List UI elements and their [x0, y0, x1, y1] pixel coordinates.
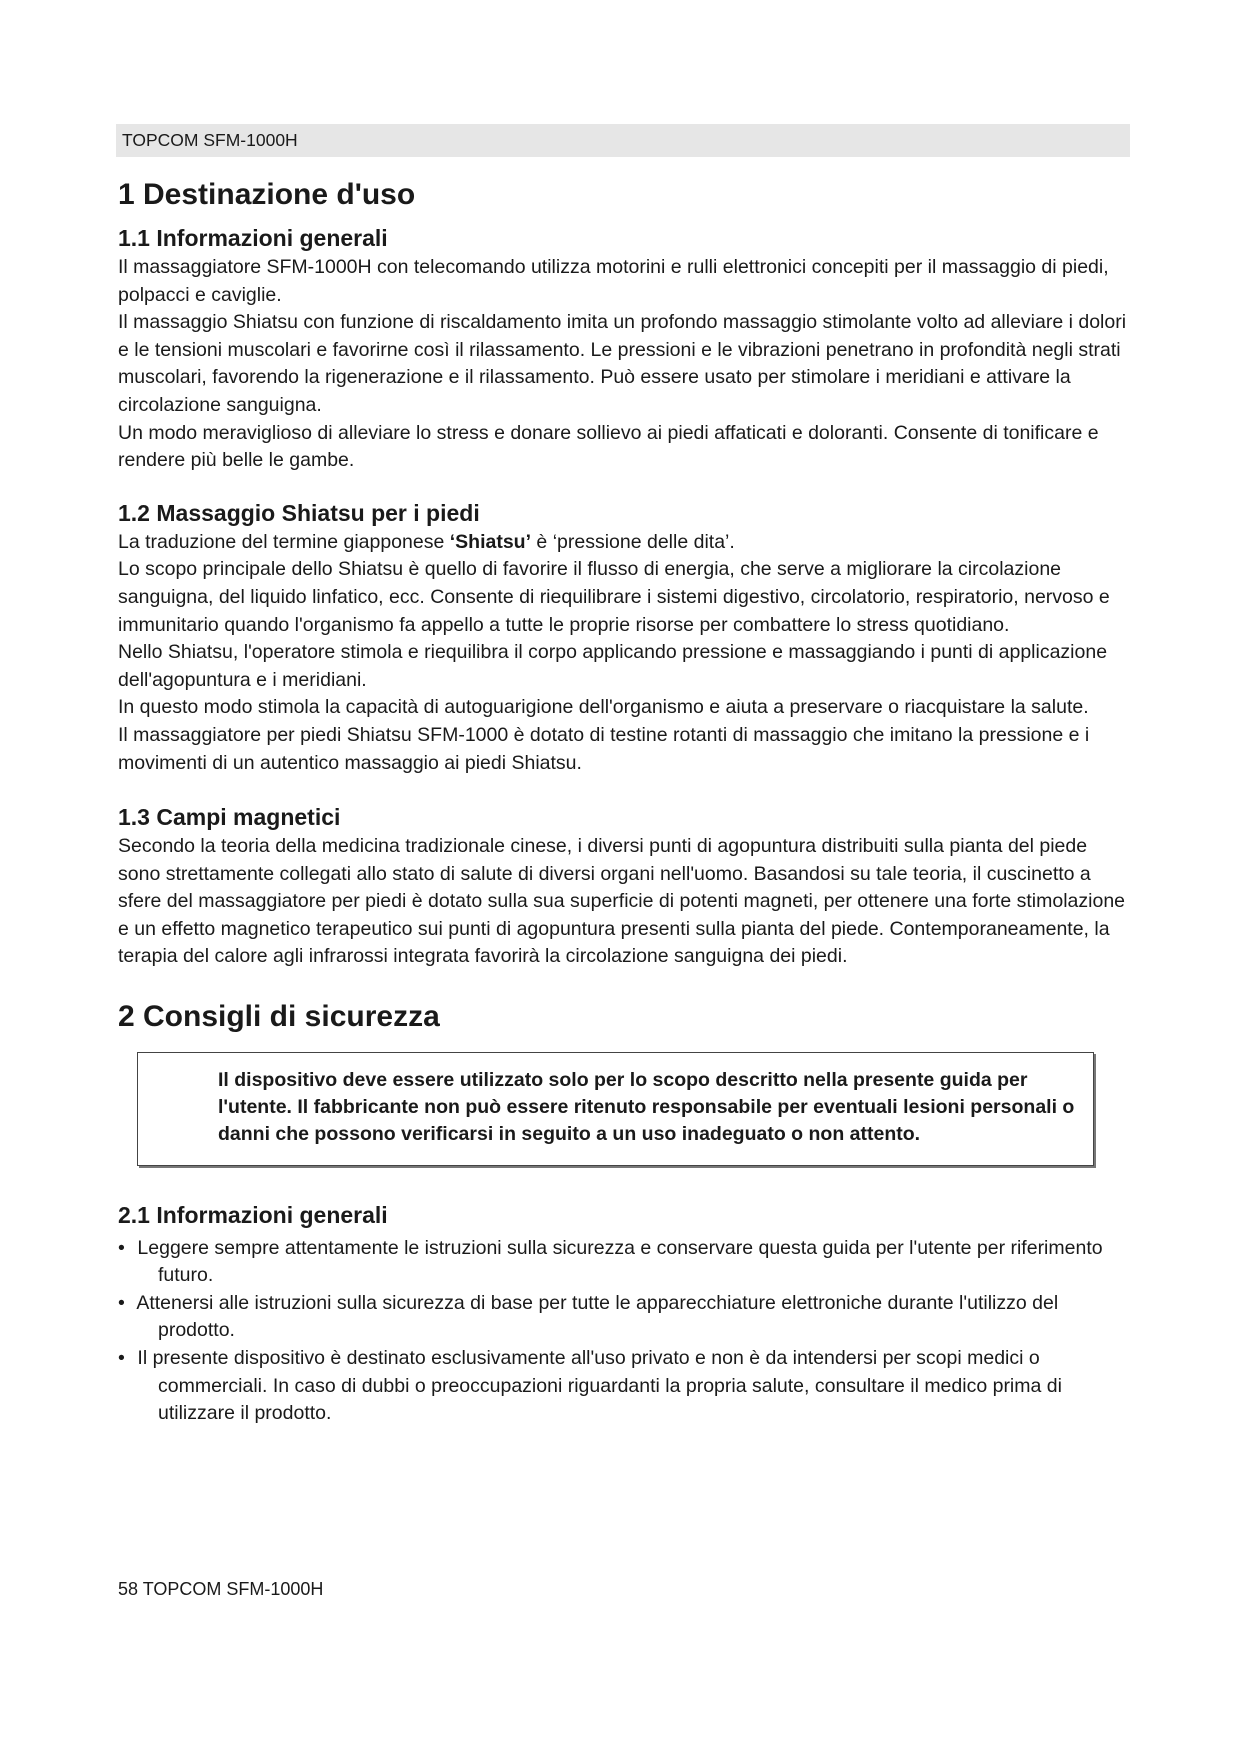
section-1-2-paragraph: Lo scopo principale dello Shiatsu è quello di favorire il flusso di energia, che serve a migliorare la circolazione sanguigna, del liquido linfatico, ecc. Consente di riequilibrare i sistemi digestivo, circolatorio, respiratorio, nervoso e immunitario quando l'organismo fa appello a tutte le proprie risorse per combattere lo stress quotidiano.	[118, 558, 1110, 636]
section-1-2-intro	[118, 529, 1130, 557]
running-header	[116, 124, 1130, 157]
section-2-heading: 2 Consigli di sicurezza	[118, 1000, 440, 1034]
safety-warning-text: Il dispositivo deve essere utilizzato solo per lo scopo descritto nella presente guida per l'utente. Il fabbricante non può essere ritenuto responsabile per eventuali lesioni personali o danni che possono verificarsi in seguito a un uso inadeguato o non attento.	[218, 1069, 1075, 1146]
section-1-1-paragraph: Il massaggio Shiatsu con funzione di riscaldamento imita un profondo massaggio stimolante volto ad alleviare i dolori e le tensioni muscolari e favorirne così il rilassamento. Le pressioni e le vibrazioni penetrano in profondità negli strati muscolari, favorendo la rigenerazione e il rilassamento. Può essere usato per stimolare i meridiani e attivare la circolazione sanguigna.	[118, 311, 1127, 416]
running-header-title: TOPCOM SFM-1000H	[122, 130, 298, 150]
bullet-text: Il presente dispositivo è destinato esclusivamente all'uso privato e non è da intendersi per scopi medici o commerciali. In caso di dubbi o preoccupazioni riguardanti la propria salute, consultare il medico prima di utilizzare il prodotto.	[137, 1347, 1062, 1425]
bullet-text: Attenersi alle istruzioni sulla sicurezza di base per tutte le apparecchiature elettroniche durante l'utilizzo del prodotto.	[136, 1291, 1059, 1342]
list-item	[118, 1235, 1130, 1290]
page-footer	[118, 1576, 323, 1602]
section-1-2-heading: 1.2 Massaggio Shiatsu per i piedi	[118, 499, 480, 526]
list-item	[118, 1290, 1130, 1345]
section-1-1	[118, 222, 1130, 475]
shiatsu-term: ‘Shiatsu’	[449, 530, 532, 553]
section-1-1-paragraph: Un modo meraviglioso di alleviare lo stress e donare sollievo ai piedi affaticati e doloranti. Consente di tonificare e rendere più belle le gambe.	[118, 421, 1099, 472]
footer-text: 58 TOPCOM SFM-1000H	[118, 1579, 324, 1599]
safety-bullet-list	[118, 1235, 1130, 1428]
section-1-1-paragraph: Il massaggiatore SFM-1000H con telecomando utilizza motorini e rulli elettronici concepiti per il massaggio di piedi, polpacci e caviglie.	[118, 256, 1109, 306]
section-1-3	[118, 801, 1130, 971]
section-1-2-paragraph: Nello Shiatsu, l'operatore stimola e riequilibra il corpo applicando pressione e massaggiando i punti di applicazione dell'agopuntura e i meridiani.	[118, 641, 1108, 691]
section-2-1-heading: 2.1 Informazioni generali	[118, 1201, 388, 1228]
bullet-icon: •	[118, 1236, 125, 1259]
bullet-text: Leggere sempre attentamente le istruzioni sulla sicurezza e conservare questa guida per l'utente per riferimento futuro.	[137, 1236, 1103, 1287]
section-1-2-paragraph: Il massaggiatore per piedi Shiatsu SFM-1000 è dotato di testine rotanti di massaggio che imitano la pressione e i movimenti di un autentico massaggio ai piedi Shiatsu.	[118, 723, 1090, 774]
intro-text-after: è ‘pressione delle dita’.	[531, 530, 735, 553]
list-item	[118, 1345, 1130, 1428]
bullet-icon: •	[118, 1347, 125, 1370]
section-1-3-paragraph: Secondo la teoria della medicina tradizionale cinese, i diversi punti di agopuntura distribuiti sulla pianta del piede sono strettamente collegati allo stato di salute di diversi organi nell'uomo. Basandosi su tale teoria, il cuscinetto a sfere del massaggiatore per piedi è dotato sulla sua superficie di potenti magneti, per ottenere una forte stimolazione e un effetto magnetico terapeutico sui punti di agopuntura presenti sulla pianta del piede. Contemporaneamente, la terapia del calore agli infrarossi integrata favorirà la circolazione sanguigna dei piedi.	[118, 835, 1126, 968]
section-2-1	[118, 1199, 1130, 1428]
section-1-3-heading: 1.3 Campi magnetici	[118, 804, 341, 831]
section-1-1-heading: 1.1 Informazioni generali	[118, 225, 388, 251]
safety-warning-box	[137, 1052, 1094, 1166]
section-1-heading: 1 Destinazione d'uso	[118, 178, 416, 211]
page-content	[118, 174, 1130, 1428]
section-1-2	[118, 497, 1130, 777]
section-1-2-paragraph: In questo modo stimola la capacità di autoguarigione dell'organismo e aiuta a preservare o riacquistare la salute.	[118, 696, 1089, 719]
bullet-icon: •	[118, 1291, 125, 1314]
intro-text-before: La traduzione del termine giapponese	[118, 530, 450, 553]
